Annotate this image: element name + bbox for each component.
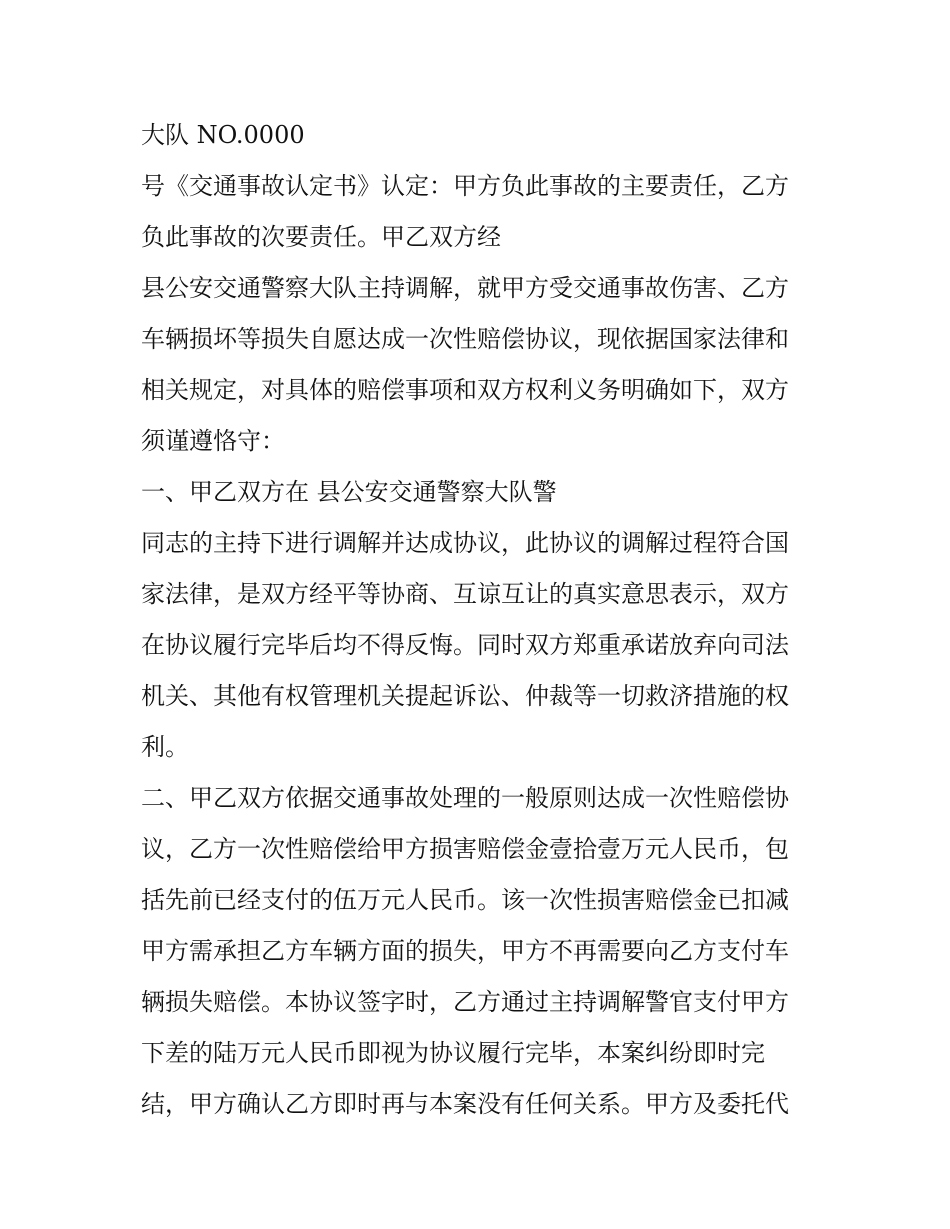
- text-line: 机关、其他有权管理机关提起诉讼、仲裁等一切救济措施的权: [141, 682, 789, 710]
- text-line: 二、甲乙双方依据交通事故处理的一般原则达成一次性赔偿协: [141, 784, 789, 812]
- text-line: 括先前已经支付的伍万元人民币。该一次性损害赔偿金已扣减: [141, 886, 789, 914]
- text-line: 负此事故的次要责任。甲乙双方经: [141, 223, 501, 251]
- text-line: 大队 NO.0000: [141, 121, 305, 149]
- text-line: 在协议履行完毕后均不得反悔。同时双方郑重承诺放弃向司法: [141, 631, 789, 659]
- text-line: 辆损失赔偿。本协议签字时，乙方通过主持调解警官支付甲方: [141, 988, 789, 1016]
- text-line: 一、甲乙双方在 县公安交通警察大队警: [141, 478, 557, 506]
- text-line: 号《交通事故认定书》认定：甲方负此事故的主要责任，乙方: [141, 172, 789, 200]
- text-line: 同志的主持下进行调解并达成协议，此协议的调解过程符合国: [141, 529, 789, 557]
- text-line: 相关规定，对具体的赔偿事项和双方权利义务明确如下，双方: [141, 376, 789, 404]
- document-body: [141, 110, 821, 1130]
- text-line: 家法律，是双方经平等协商、互谅互让的真实意思表示，双方: [141, 580, 789, 608]
- text-line: 议，乙方一次性赔偿给甲方损害赔偿金壹拾壹万元人民币，包: [141, 835, 789, 863]
- text-line: 须谨遵恪守：: [141, 427, 285, 455]
- text-line: 甲方需承担乙方车辆方面的损失，甲方不再需要向乙方支付车: [141, 937, 789, 965]
- text-line: 下差的陆万元人民币即视为协议履行完毕，本案纠纷即时完: [141, 1039, 765, 1067]
- text-line: 车辆损坏等损失自愿达成一次性赔偿协议，现依据国家法律和: [141, 325, 789, 353]
- text-line: 县公安交通警察大队主持调解，就甲方受交通事故伤害、乙方: [141, 274, 789, 302]
- text-line: 利。: [141, 733, 189, 761]
- text-line: 结，甲方确认乙方即时再与本案没有任何关系。甲方及委托代: [141, 1090, 789, 1118]
